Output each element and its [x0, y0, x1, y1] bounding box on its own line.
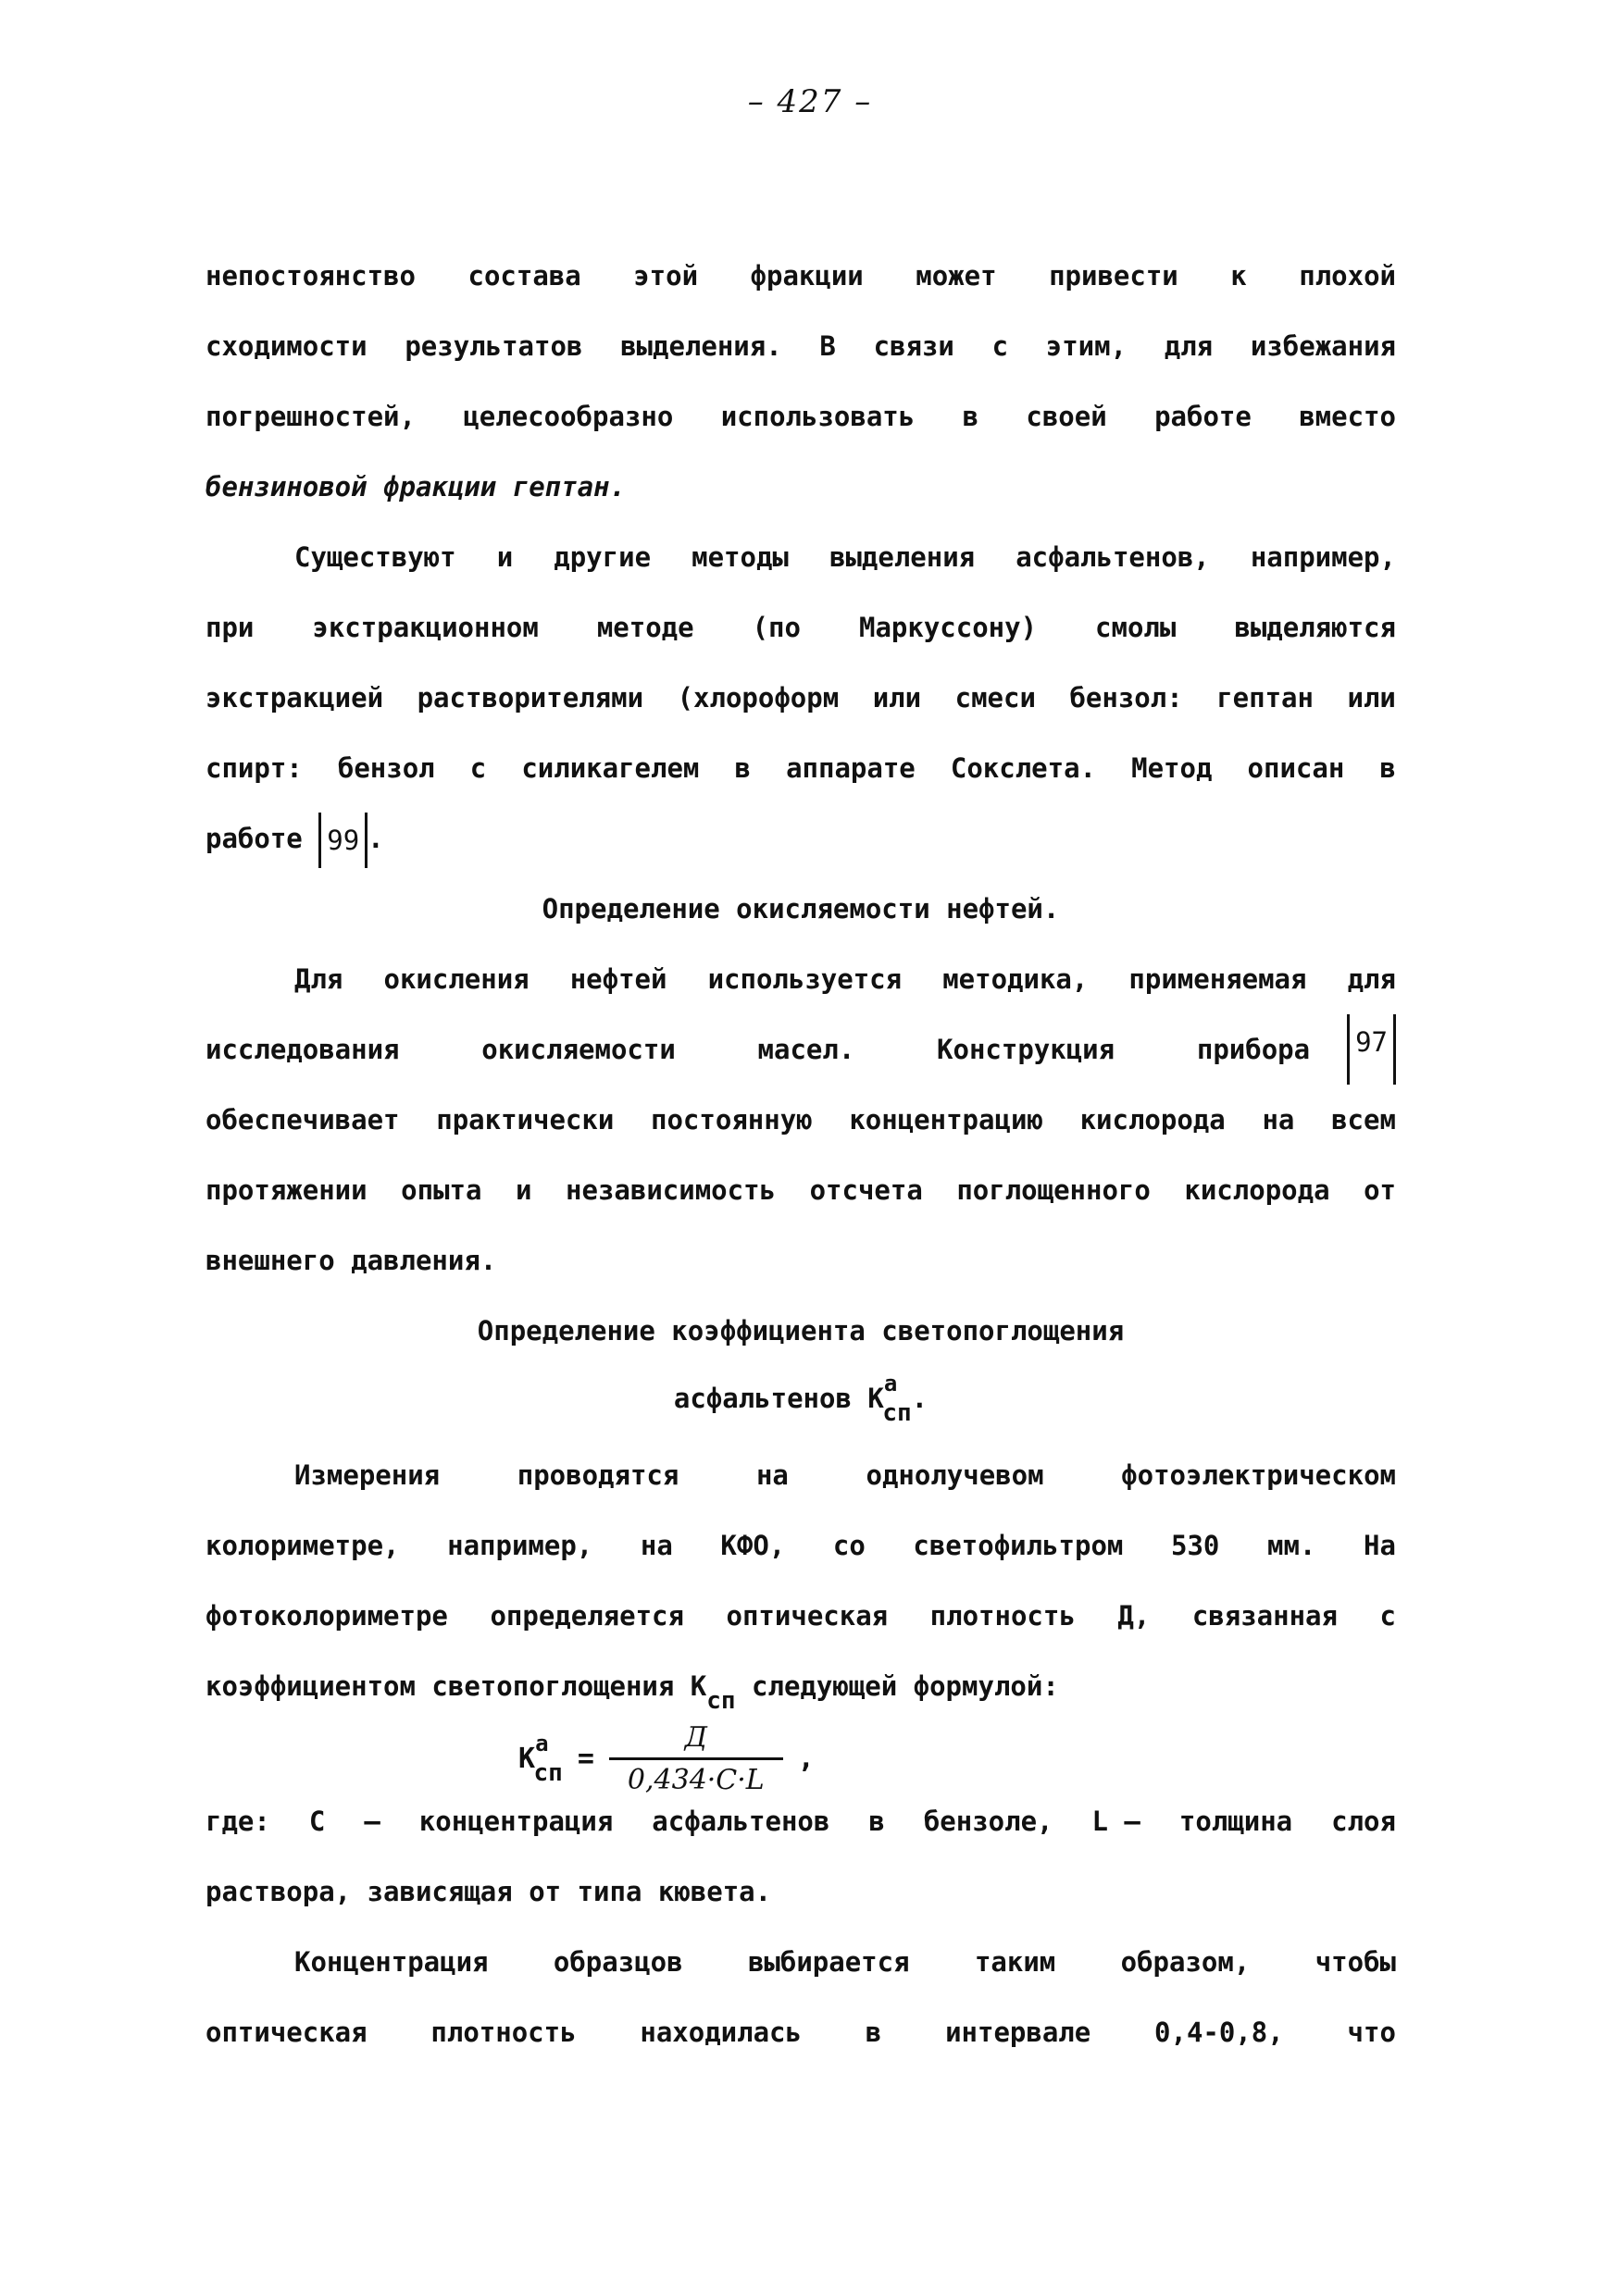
word: при [206, 612, 255, 643]
word: к [1230, 260, 1247, 292]
word: – [364, 1806, 380, 1837]
word: непостоянство [206, 260, 416, 292]
word: Сокслета. [950, 752, 1097, 784]
word: смеси [954, 682, 1036, 714]
word: растворителями [417, 682, 644, 714]
word: этой [633, 260, 699, 292]
word: спирт: [206, 752, 303, 784]
word: в [865, 2017, 882, 2048]
word: с [469, 752, 487, 784]
word: асфальтенов [652, 1806, 830, 1837]
word: плохой [1299, 260, 1396, 292]
word: фракции [750, 260, 864, 292]
word: на [640, 1530, 673, 1561]
formula [518, 1721, 815, 1796]
word: независимость [566, 1174, 777, 1206]
word: состава [467, 260, 581, 292]
word: образцов [553, 1946, 683, 1978]
text-line: раствора, зависящая от типа кювета. [206, 1876, 772, 1907]
word: применяемая [1128, 963, 1307, 995]
section-heading [206, 1296, 1396, 1431]
word: и [496, 541, 514, 573]
word: Существуют [294, 541, 456, 573]
word: результатов [405, 330, 583, 362]
word: на [755, 1459, 789, 1491]
paragraph-4 [206, 1440, 1396, 1721]
word: с [1379, 1600, 1396, 1632]
word: связи [873, 330, 954, 362]
word: отсчета [809, 1174, 923, 1206]
word: в [868, 1806, 885, 1837]
word: чтобы [1315, 1946, 1396, 1978]
word: методе [596, 612, 694, 643]
word: например, [1250, 541, 1396, 573]
citation-reference: 99 [318, 813, 368, 868]
word: гептан [1216, 682, 1314, 714]
word: выделения [829, 541, 976, 573]
text-line [206, 733, 1396, 803]
word: находилась [640, 2017, 802, 2048]
text-line [206, 1155, 1396, 1225]
word: вместо [1299, 401, 1396, 432]
word: постоянную [651, 1104, 813, 1136]
word: другие [554, 541, 652, 573]
word: использовать [720, 401, 916, 432]
heading-text: Определение окисляемости нефтей. [542, 893, 1060, 925]
word: плотность [430, 2017, 577, 2048]
word: (хлороформ [677, 682, 840, 714]
subscript: сп [533, 1759, 563, 1787]
word: что [1347, 2017, 1396, 2048]
word: Д, [1117, 1600, 1151, 1632]
word: где: [206, 1806, 270, 1837]
word: этим, [1045, 330, 1128, 362]
text-line [206, 1786, 1396, 1856]
word: на [1262, 1104, 1295, 1136]
word: светофильтром [913, 1530, 1124, 1561]
paragraph-1 [206, 241, 1396, 522]
denominator: 0,434·С·L [609, 1757, 783, 1796]
word: толщина [1178, 1806, 1293, 1837]
k-symbol: $К^асп$ [867, 1371, 912, 1427]
citation-reference: 97 [1347, 1014, 1396, 1085]
word: силикагелем [521, 752, 700, 784]
word: слоя [1331, 1806, 1396, 1837]
word: используется [707, 963, 903, 995]
word: аппарате [786, 752, 916, 784]
text-line [206, 1997, 1396, 2067]
word: бензол: [1069, 682, 1183, 714]
heading-text: Определение коэффициента светопоглощения [477, 1315, 1125, 1347]
word: колориметре, [206, 1530, 400, 1561]
word: окисления [383, 963, 530, 995]
fraction [609, 1721, 783, 1796]
text: следующей формулой: [752, 1670, 1059, 1702]
word: (по [752, 612, 801, 643]
words [206, 1014, 1347, 1085]
word: обеспечивает [206, 1104, 400, 1136]
text-line [206, 311, 1396, 381]
text-line [206, 1581, 1396, 1651]
word: погрешностей, [206, 401, 416, 432]
word: для [1164, 330, 1214, 362]
word: концентрация [418, 1806, 614, 1837]
word: например, [447, 1530, 593, 1561]
paragraph-3 [206, 944, 1396, 1296]
word: масел. [757, 1034, 855, 1065]
text-line [206, 663, 1396, 733]
word: смолы [1095, 612, 1177, 643]
word: выделяются [1234, 612, 1396, 643]
word: сходимости [206, 330, 368, 362]
word: связанная [1191, 1600, 1338, 1632]
word: Для [294, 963, 343, 995]
text-line [206, 522, 1396, 592]
page-number: – 427 – [747, 83, 873, 120]
word: однолучевом [866, 1459, 1044, 1491]
word: исследования [206, 1034, 400, 1065]
word: или [1347, 682, 1396, 714]
k-symbol: Ксп [690, 1670, 736, 1715]
word: от [1364, 1174, 1396, 1206]
word: асфальтенов, [1016, 541, 1210, 573]
word: нефтей [569, 963, 667, 995]
word: или [872, 682, 922, 714]
text-line [206, 1927, 1396, 1997]
word: и [516, 1174, 532, 1206]
word: образом, [1120, 1946, 1251, 1978]
text-line [206, 241, 1396, 311]
subscript: сп [882, 1399, 912, 1427]
word: работе [1154, 401, 1252, 432]
word: с [991, 330, 1009, 362]
text: . [368, 823, 384, 854]
word: экстракцией [206, 682, 384, 714]
paragraph-2 [206, 522, 1396, 874]
superscript: а [883, 1371, 898, 1396]
word: методика, [942, 963, 1089, 995]
text: коэффициентом светопоглощения [206, 1670, 675, 1702]
word: выделения. [620, 330, 782, 362]
word: мм. [1266, 1530, 1316, 1561]
word: привести [1049, 260, 1178, 292]
word: выбирается [747, 1946, 910, 1978]
text-line [206, 381, 1396, 452]
word: окисляемости [481, 1034, 676, 1065]
word: проводятся [517, 1459, 679, 1491]
paragraph-6 [206, 1927, 1396, 2067]
text-line [206, 1651, 1396, 1721]
superscript: а [535, 1731, 549, 1756]
word: 530 [1170, 1530, 1220, 1561]
k-symbol: $К^асп$ [518, 1731, 563, 1787]
text-line [206, 803, 1396, 874]
word: кислорода [1184, 1174, 1330, 1206]
word: со [832, 1530, 866, 1561]
heading-text: асфальтенов $К^асп$. [206, 1366, 1396, 1431]
equals-sign: = [577, 1743, 594, 1775]
word: В [819, 330, 836, 362]
word: прибора [1196, 1034, 1311, 1065]
word: описан [1247, 752, 1345, 784]
word: избежания [1250, 330, 1396, 362]
text: работе [206, 823, 303, 854]
word: На [1363, 1530, 1396, 1561]
word: фотоколориметре [206, 1600, 448, 1632]
numerator: Д [684, 1721, 707, 1754]
word: Маркуссону) [858, 612, 1038, 643]
word: Измерения [294, 1459, 441, 1491]
word: Конструкция [937, 1034, 1115, 1065]
text-line [206, 1440, 1396, 1510]
word: таким [974, 1946, 1056, 1978]
word: оптическая [206, 2017, 368, 2048]
subscript: сп [706, 1687, 736, 1715]
word: целесообразно [463, 401, 674, 432]
section-heading [206, 874, 1396, 944]
paragraph-5 [206, 1786, 1396, 1927]
word: в [734, 752, 751, 784]
word: поглощенного [956, 1174, 1151, 1206]
text-line: бензиновой фракции гептан. [206, 471, 626, 503]
word: кислорода [1079, 1104, 1226, 1136]
word: оптическая [726, 1600, 889, 1632]
word: КФО, [720, 1530, 786, 1561]
word: фотоэлектрическом [1121, 1459, 1396, 1491]
text-line [206, 1510, 1396, 1581]
word: Концентрация [294, 1946, 489, 1978]
word: в [1379, 752, 1396, 784]
word: 0,4-0,8, [1154, 2017, 1284, 2048]
word: С [308, 1806, 326, 1837]
word: плотность [929, 1600, 1076, 1632]
punctuation: , [797, 1743, 815, 1775]
text-line [206, 944, 1396, 1014]
word: своей [1026, 401, 1107, 432]
word: концентрацию [849, 1104, 1043, 1136]
text-line: внешнего давления. [206, 1245, 497, 1276]
text-line [206, 1014, 1396, 1085]
word: в [962, 401, 979, 432]
word: экстракционном [312, 612, 539, 643]
word: методы [692, 541, 789, 573]
word: опыта [401, 1174, 482, 1206]
word: бензол [337, 752, 435, 784]
text: асфальтенов [673, 1383, 852, 1414]
word: всем [1331, 1104, 1396, 1136]
text-line [206, 1085, 1396, 1155]
word: может [916, 260, 997, 292]
word: Метод [1131, 752, 1213, 784]
word: L – [1091, 1806, 1140, 1837]
word: практически [436, 1104, 615, 1136]
text-line [206, 592, 1396, 663]
word: определяется [490, 1600, 684, 1632]
word: бензоле, [923, 1806, 1053, 1837]
word: протяжении [206, 1174, 368, 1206]
word: интервале [945, 2017, 1091, 2048]
word: для [1347, 963, 1396, 995]
